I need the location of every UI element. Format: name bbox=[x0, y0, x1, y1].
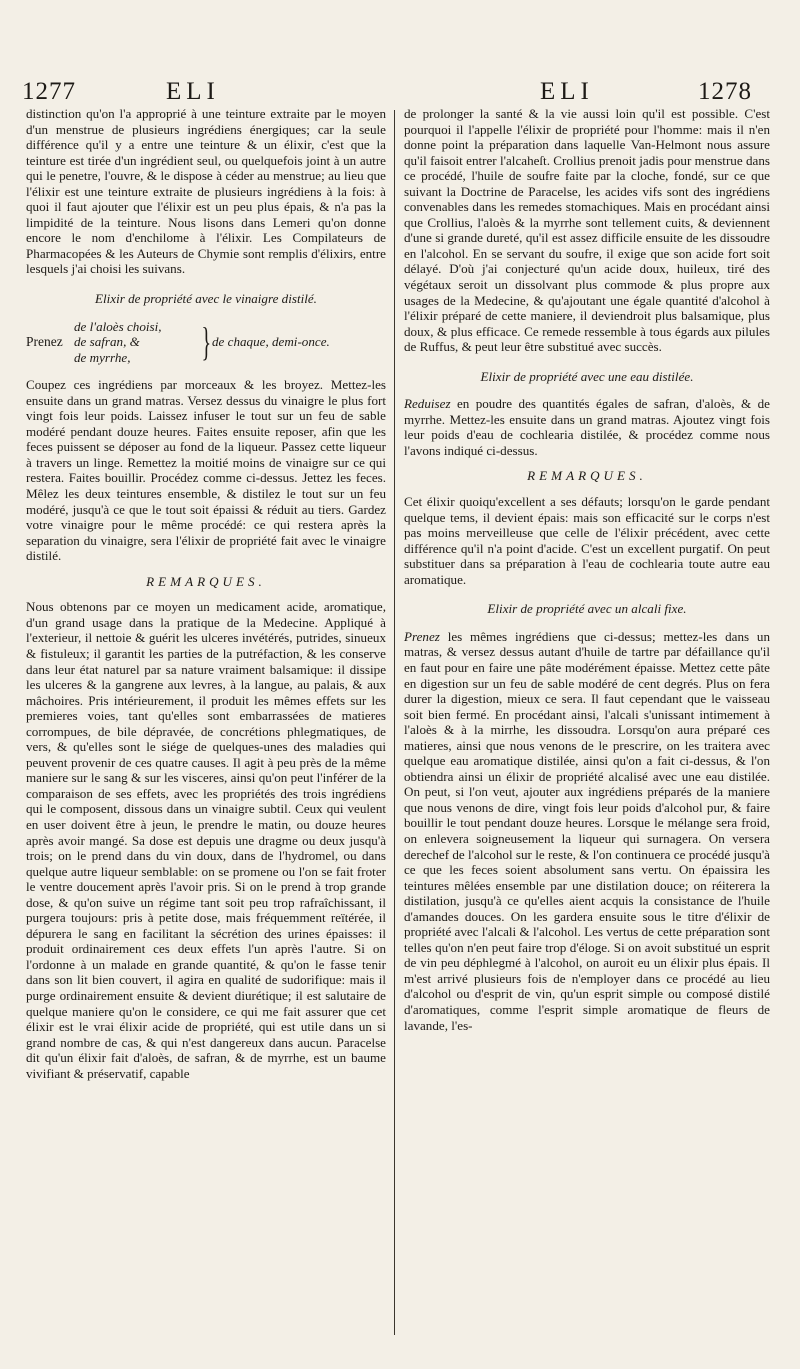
running-head-right: ELI bbox=[540, 78, 594, 105]
paragraph-lead: Reduisez bbox=[404, 396, 451, 412]
section-title-eau: Elixir de propriété avec une eau distilée. bbox=[480, 368, 694, 384]
left-paragraph-3: Nous obtenons par ce moyen un medicament acide, aromatique, d'un grand usage dans la pratique de la Medecine. Appliqué à l'exterieur, il nettoie & guérit les ulceres invétérés, putrides, sinueux & fistuleux; il garantit les parties de la putréfaction, & les conserve dans leur état naturel par sa nature vraiment balsamique: il dissipe les ulceres & la gangrene aux levres, à la langue, au palais, & aux mâchoires. Pris intérieurement, il produit les mêmes effets sur les premieres voies, tant qu'elles sont embarrassées de matieres corrompues, de bile dépravée, de concrétions phlegmatiques, de vers, & qu'elles sont le siége de quelques-unes des maladies qui peuvent provenir de ces quatre causes. Il agit à peu près de la même maniere sur le sang & sur les visceres, ainsi qu'on peut l'inférer de la comparaison de ses effets, avec les propriétés des trois ingrédiens qui le composent, dissous dans un vinaigre subtil. Ceux qui veulent en user doivent être à jeun, le prendre le matin, ou douze heures après avoir mangé. Sa dose est depuis une dragme ou deux jusqu'à trois; on le prend dans du vin doux, dans de l'hydromel, ou dans quelque autre liqueur semblable: on se promene ou l'on se fait froter le ventre doucement après l'avoir pris. Si on le prend à trop grande dose, & qu'on suive un régime tant soit peu trop rafraîchissant, il purgera toujours: pris à petite dose, mais fréquemment reïtérée, il dépurera le sang en facilitant la sécrétion des urines épaisses: il produit ordinairement ces deux effets l'un après l'autre. Si on l'ordonne à un malade en grande quantité, & qu'on le fasse tenir dans son lit bien couvert, il agira en qualité de sudorifique: mais il purge ordinairement ensuite & devient diurétique; il est salutaire de quelque maniere qu'on le considere, ce qui me fait assurer que cet élixir est le vrai élixir acide de propriété, qui est utile dans un si grand nombre de cas, & qui n'est dangereux dans aucun. Paracelse dit qu'un élixir fait d'aloès, de safran, & de myrrhe, est un baume vivifiant & préservatif, capable bbox=[26, 599, 386, 1081]
paragraph-text: en poudre des quantités égales de safran, d'aloès, & de myrrhe. Mettez-les ensuite dans un grand matras. Ajoutez vingt fois leur poids d'eau de cochlearia distilée, & procédez comme nous l'avons indiqué ci-dessus. bbox=[404, 396, 770, 458]
recipe-quantity: de chaque, demi-once. bbox=[212, 334, 330, 350]
right-paragraph-1: de prolonger la santé & la vie aussi loin qu'il est possible. C'est pourquoi il l'appelle l'élixir de propriété pour l'homme: mais il n'en donne point la préparation dans laquelle Van-Helmont nous assure qu'il faisoit entrer l'alcaheſt. Crollius prenoit jadis pour menstrue dans ce procédé, l'huile de soufre faite par la cloche, fondé, sur ce que suivant la Doctrine de Paracelse, les acides vifs sont des ingrédiens convenables dans les remedes stomachiques. Mais en procédant ainsi que Crollius, l'aloès & la myrrhe sont tellement cuits, & deviennent d'une si grande dureté, qu'il est assez difficile ensuite de les dissoudre en l'alcohol. En se servant du soufre, il exige que son acide fort soit délayé. D'où j'ai conjecturé qu'un acide doux, huileux, tiré des végétaux seroit un dissolvant plus commode & plus propre aux usages de la Medecine, & qu'ajoutant une égale quantité d'alcohol à l'élixir préparé de cette maniere, il deviendroit plus balsamique, plus doux, & plus efficace. Ce remede ressemble à tous égards aux pilules de Ruffus, & peut leur être substitué avec succès. bbox=[404, 106, 770, 355]
running-head-left: ELI bbox=[166, 78, 220, 105]
section-title-alcali: Elixir de propriété avec un alcali fixe. bbox=[487, 601, 687, 617]
paragraph-lead: Prenez bbox=[404, 628, 440, 644]
remarques-heading-left: REMARQUES. bbox=[146, 573, 266, 589]
recipe-lead: Prenez bbox=[26, 334, 63, 350]
recipe-block bbox=[26, 319, 386, 366]
left-paragraph-1: distinction qu'on l'a approprié à une teinture extraite par le moyen d'un menstrue de plusieurs ingrédiens énergiques; car la seule différence qu'il y a entre une teinture & un élixir, c'est que la teinture est tirée d'un ingrédient seul, ou quelquefois joint à un autre qui le penetre, l'ouvre, & le dispose à céder au menstrue; au lieu que l'élixir est une teinture extraite de plusieurs ingrédiens à la fois: à quoi il faut ajouter que l'élixir est un peu plus épais, & n'a pas la limpidité de la teinture. Nous lisons dans Lemeri qu'on donne encore le nom d'enchilome à l'élixir. Les Compilateurs de Pharmacopées & les Auteurs de Chymie sont remplis d'élixirs, entre lesquels j'ai choisi les suivans. bbox=[26, 106, 386, 277]
recipe-item: de safran, & bbox=[74, 334, 140, 350]
brace-glyph: } bbox=[201, 318, 212, 364]
column-divider bbox=[394, 110, 395, 1335]
left-paragraph-2: Coupez ces ingrédiens par morceaux & les broyez. Mettez-les ensuite dans un grand matras. Versez dessus du vinaigre le plus fort vingt fois leur poids. Laissez infuser le tout sur un feu de sable modéré pendant douze heures. Faites ensuite reposer, afin que les feces puissent se déposer au fond de la liqueur. Passez cette liqueur à travers un linge. Remettez la moitié moins de vinaigre sur ce qui restera. Faites bouillir. Procédez comme ci-dessus. Jettez les feces. Mêlez les deux teintures ensemble, & distilez le tout sur un feu modéré, jusqu'à ce que le tout soit épaissi & réduit au tiers. Gardez votre vinaigre pour le même procédé: ce qui restera après la separation du vinaigre, sera l'élixir de propriété fait avec le vinaigre distilé. bbox=[26, 377, 386, 564]
right-column bbox=[404, 106, 770, 1037]
recipe-item: de myrrhe, bbox=[74, 349, 131, 365]
page-number-left: 1277 bbox=[22, 78, 76, 105]
section-title-vinaigre: Elixir de propriété avec le vinaigre distilé. bbox=[95, 291, 317, 307]
left-column bbox=[26, 106, 386, 1085]
right-paragraph-3: Cet élixir quoiqu'excellent a ses défauts; lorsqu'on le garde pendant quelque tems, il devient épais: mais son efficacité sur le corps n'est pas moins merveilleuse que celle de l'élixir précédent, avec cette différence qu'il n'a point d'acide. C'est un excellent purgatif. On peut substituer dans sa préparation à l'eau de cochlearia toute autre eau aromatique. bbox=[404, 494, 770, 587]
remarques-heading-right: REMARQUES. bbox=[527, 468, 647, 484]
recipe-items bbox=[74, 319, 198, 366]
recipe-item: de l'aloès choisi, bbox=[74, 318, 162, 334]
right-paragraph-4 bbox=[404, 629, 770, 1033]
right-paragraph-2 bbox=[404, 396, 770, 458]
page-number-right: 1278 bbox=[698, 78, 752, 105]
paragraph-text: les mêmes ingrédiens que ci-dessus; mettez-les dans un matras, & versez dessus autant d'huile de tartre par défaillance qu'il en faut pour en faire une pâte modérément épaisse. Mettez cette pâte en digestion sur un feu de sable modéré de cent degrés. Plus on fera durer la digestion, mieux ce sera. Il faut cependant que le vaisseau soit bien fermé. En procédant ainsi, l'alcali s'unissant intimement à l'aloès & à la mirrhe, les dissoudra. Lorsqu'on aura préparé ces matieres, ainsi que nous venons de le prescrire, on les traitera avec quelque eau aromatique distilée, ainsi qu'on a fait ci-dessus, & l'on obtiendra ainsi un élixir de propriété alcalisé avec une eau distilée. On peut, si l'on veut, ajouter aux ingrédiens préparés de la maniere que nous venons de dire, vingt fois leur poids d'alcohol pur, & faire bouillir le tout pendant douze heures. Lorsque le mélange sera froid, on enlevera soigneusement la liqueur qui surnagera. On versera derechef de l'alcohol sur le reste, & l'on continuera ce procédé jusqu'à ce que les feces soient absolument sans vertu. On épaissira les teintures mêlées ensemble par une distilation douce; on réiterera la distilation, jusqu'à ce qu'elles aient acquis la consistance de l'huile d'amandes douces. On les gardera ensuite sous le titre d'élixir de propriété avec l'alcali & l'alcohol. Les vertus de cette préparation sont telles qu'on n'en peut faire trop d'éloge. Si on avoit substitué un esprit de vin peu déphlegmé à l'alcohol, on auroit eu un élixir plus épais. Il m'est arrivé plusieurs fois de n'employer dans ce procédé au lieu d'alcohol ou d'esprit de vin, qu'un esprit simple ou composé distilé d'aromatiques, comme l'esprit simple aromatique de fleurs de lavande, l'es- bbox=[404, 628, 770, 1033]
